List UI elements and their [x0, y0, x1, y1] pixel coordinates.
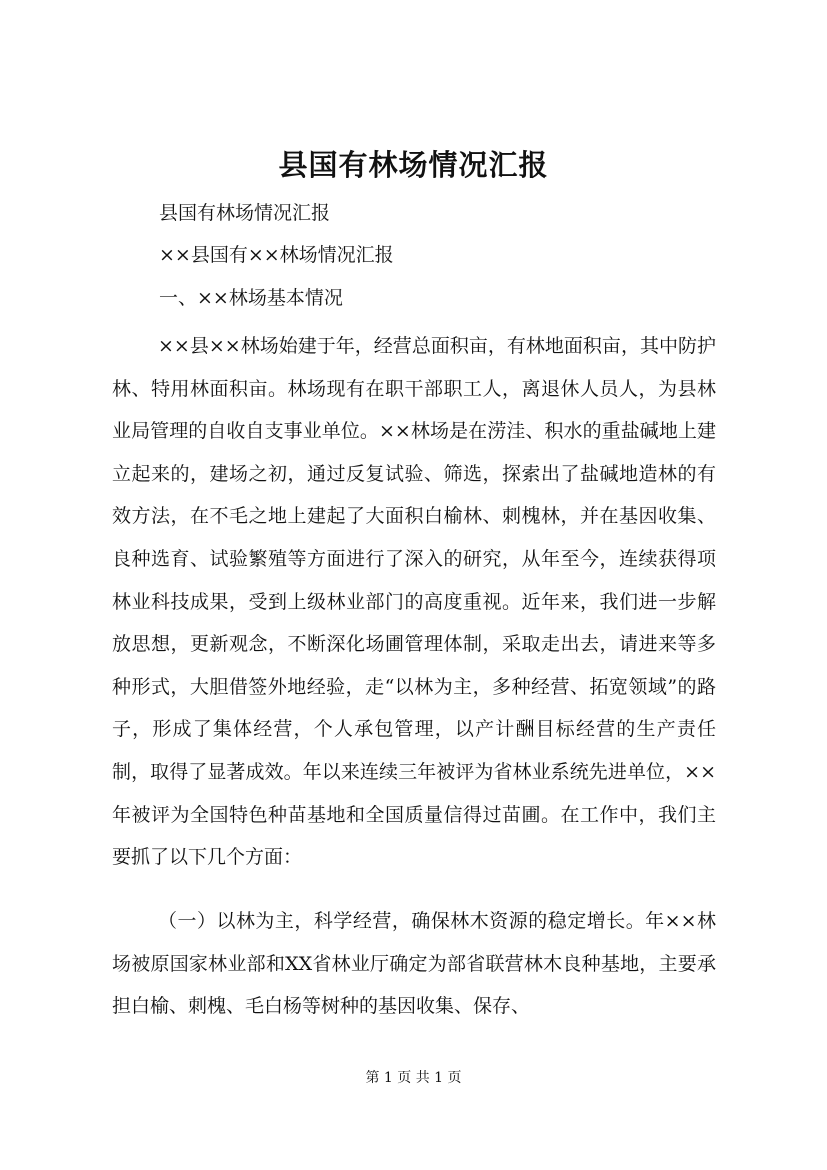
section-heading: 一、××林场基本情况: [159, 287, 343, 309]
body-paragraph: ××县××林场始建于年，经营总面积亩，有林地面积亩，其中防护林、特用林面积亩。林场现有在职干部职工人，离退休人员人，为县林业局管理的自收自支事业单位。××林场是在涝洼、积水的重盐碱地上建立起来的，建场之初，通过反复试验、筛选，探索出了盐碱地造林的有效方法，在不毛之地上建起了大面积白榆林、刺槐林，并在基因收集、良种选育、试验繁殖等方面进行了深入的研究，从年至今，连续获得项林业科技成果，受到上级林业部门的高度重视。近年来，我们进一步解放思想，更新观念，不断深化场圃管理体制，采取走出去，请进来等多种形式，大胆借签外地经验，走“以林为主，多种经营、拓宽领域”的路子，形成了集体经营，个人承包管理，以产计酬目标经营的生产责任制，取得了显著成效。年以来连续三年被评为省林业系统先进单位，××年被评为全国特色种苗基地和全国质量信得过苗圃。在工作中，我们主要抓了以下几个方面：: [112, 335, 716, 869]
page-footer: 第 1 页 共 1 页: [365, 1070, 462, 1086]
section-paragraph: （一）以林为主，科学经营，确保林木资源的稳定增长。年××林场被原国家林业部和XX省林业厅确定为部省联营林木良种基地，主要承担白榆、刺槐、毛白杨等树种的基因收集、保存、: [112, 910, 716, 1018]
subtitle-line-1: 县国有林场情况汇报: [159, 202, 331, 224]
document-title: 县国有林场情况汇报: [278, 148, 549, 182]
subtitle-line-2: ××县国有××林场情况汇报: [159, 244, 394, 266]
